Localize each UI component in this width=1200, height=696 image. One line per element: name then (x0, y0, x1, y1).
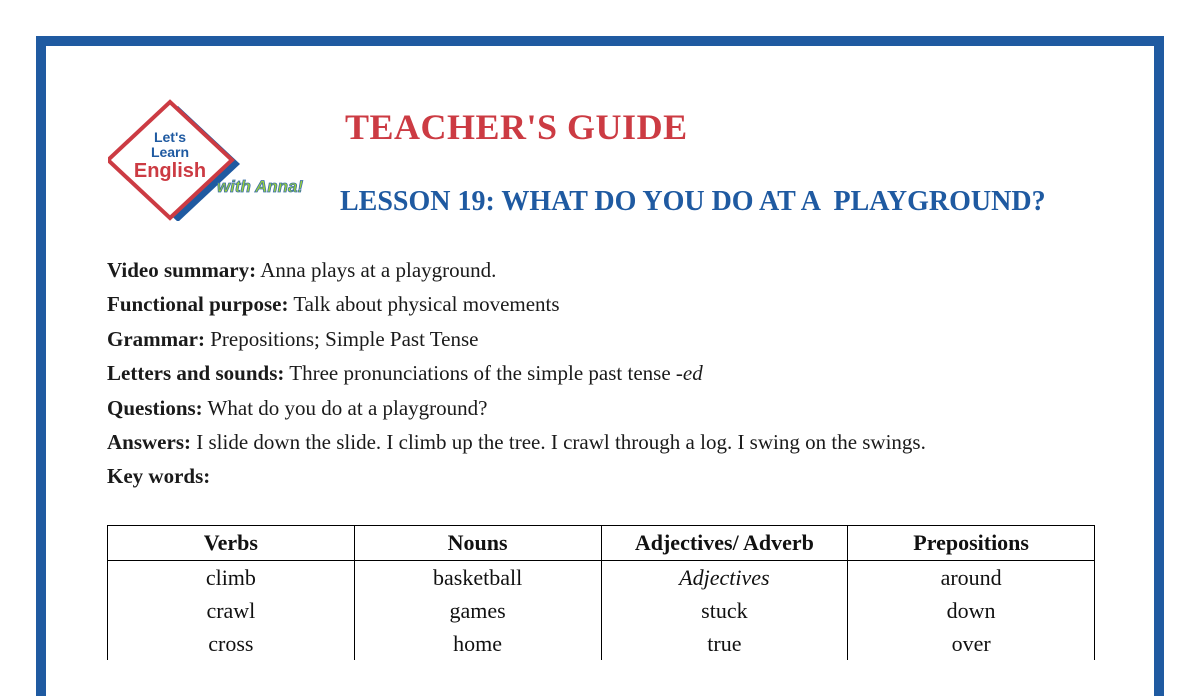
table-cell: basketball (354, 561, 601, 595)
lets-learn-english-logo (108, 96, 308, 221)
table-cell: over (848, 627, 1095, 660)
logo-line-3: English (133, 160, 207, 182)
table-cell: home (354, 627, 601, 660)
key-words-table (107, 525, 1095, 660)
table-row (108, 627, 1095, 660)
table-cell: down (848, 594, 1095, 627)
page-title: TEACHER'S GUIDE (345, 107, 688, 147)
logo-line-2: Learn (150, 144, 190, 160)
info-video-summary: Video summary: Anna plays at a playground. (107, 258, 497, 282)
header-prepositions: Prepositions (848, 526, 1095, 561)
table-row (108, 594, 1095, 627)
table-row (108, 561, 1095, 595)
table-cell: games (354, 594, 601, 627)
header-nouns: Nouns (354, 526, 601, 561)
lesson-info (107, 253, 1107, 494)
table-cell: climb (108, 561, 355, 595)
table-header-row (108, 526, 1095, 561)
table-cell: true (601, 627, 848, 660)
logo-tag: with Anna! (216, 177, 304, 196)
table-cell: Adjectives (601, 561, 848, 595)
logo-line-1: Let's (153, 129, 187, 145)
info-grammar: Grammar: Prepositions; Simple Past Tense (107, 326, 479, 351)
table-cell: cross (108, 627, 355, 660)
info-functional-purpose: Functional purpose: Talk about physical movements (107, 292, 560, 317)
lesson-subtitle: LESSON 19: WHAT DO YOU DO AT A PLAYGROUND? (340, 186, 1046, 217)
info-answers: Answers: I slide down the slide. I climb up the tree. I crawl through a log. I swing on the swings. (107, 430, 926, 455)
header-adjectives-adverb: Adjectives/ Adverb (601, 526, 848, 561)
table-cell: around (848, 561, 1095, 595)
info-key-words: Key words: (107, 464, 211, 489)
info-letters-sounds: Letters and sounds: Three pronunciations of the simple past tense -ed (107, 361, 703, 386)
info-questions: Questions: What do you do at a playground? (107, 395, 488, 420)
table-cell: crawl (108, 594, 355, 627)
table-cell: stuck (601, 594, 848, 627)
header-verbs: Verbs (108, 526, 355, 561)
